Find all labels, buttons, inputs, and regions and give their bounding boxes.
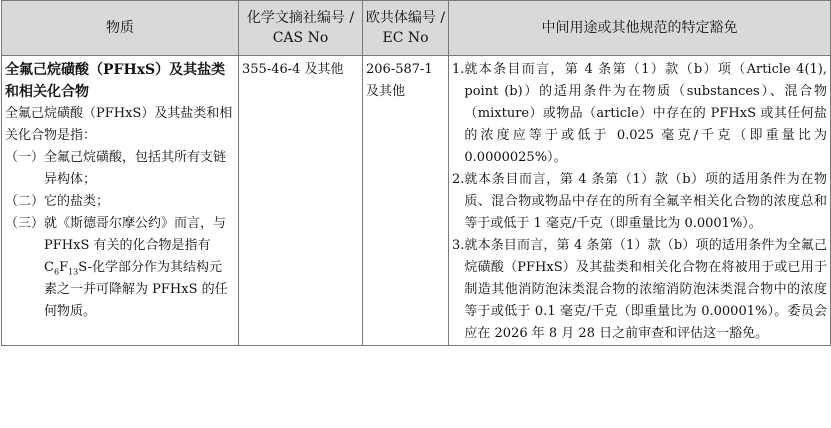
exemption-text: 就本条目而言，第 4 条第（1）款（b）项（Article 4(1), point (b)）的适用条件为在物质（substances）、混合物（mixture）或物品（article）中存在的 PFHxS 或其任何盐的浓度应等于或低于 0.025 毫克/千克（即重量比为 0.0000025%）。 [464,62,827,165]
exemption-text: 就本条目而言，第 4 条第（1）款（b）项的适用条件为全氟己烷磺酸（PFHxS）及其盐类和相关化合物在将被用于或已用于制造其他消防泡沫类混合物的浓缩消防泡沫类混合物中的浓度等于或低于 0.1 毫克/千克（即重量比为 0.00001%）。委员会应在 2026 年 8 月 28 日之前审查和评估这一豁免。 [464,238,827,341]
exemption-number: 3. [452,238,465,253]
definition-number: （二） [5,194,45,209]
exemption-number: 2. [452,172,465,187]
definition-text-pre: 就《斯德哥尔摩公约》而言，与 PFHxS 有关的化合物是指有 C [44,216,227,275]
header-ec-number: 欧共体编号 / EC No [363,1,449,56]
exemption-text: 就本条目而言，第 4 条第（1）款（b）项的适用条件为在物质、混合物或物品中存在的所有全氟辛相关化合物的浓度总和等于或低于 1 毫克/千克（即重量比为 0.0001%）。 [464,172,827,231]
exemption-item [452,59,827,169]
table-row [2,56,831,346]
cas-cell: 355-46-4 及其他 [239,56,363,346]
definition-item [5,147,235,191]
definition-number: （三） [5,216,45,231]
definition-text: 全氟己烷磺酸，包括其所有支链异构体； [44,150,227,187]
ec-cell: 206-587-1 及其他 [363,56,449,346]
exemption-item [452,235,827,345]
substance-title: 全氟己烷磺酸（PFHxS）及其盐类和相关化合物 [5,62,226,100]
header-cas-number: 化学文摘社编号 / CAS No [239,1,363,56]
definition-item [5,191,235,213]
definition-text: 它的盐类； [44,194,110,209]
definition-text-mid: F [59,260,69,275]
regulation-table [1,0,831,346]
header-row [2,1,831,56]
definition-text-post: S-化学部分作为其结构元素之一并可降解为 PFHxS 的任何物质。 [44,260,228,319]
exemption-item [452,169,827,235]
definition-number: （一） [5,150,45,165]
header-exemption: 中间用途或其他规范的特定豁免 [449,1,831,56]
definition-text-formula [44,213,235,323]
formula-subscript-fluorine: 13 [68,267,79,277]
exemption-cell [449,56,831,346]
substance-cell [2,56,239,346]
substance-definition: 全氟己烷磺酸（PFHxS）及其盐类和相关化合物是指： [5,106,233,143]
definition-list [5,147,235,323]
formula-subscript-carbon: 6 [53,267,60,277]
header-substance: 物质 [2,1,239,56]
definition-item [5,213,235,323]
exemption-number: 1. [452,62,465,77]
